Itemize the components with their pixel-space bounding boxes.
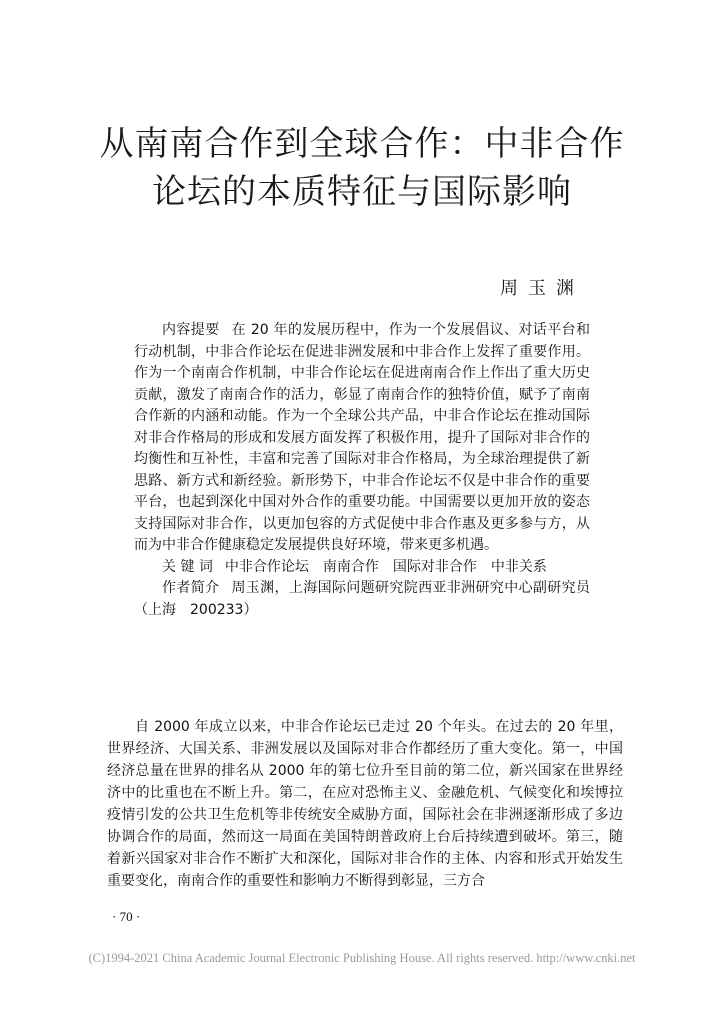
body-text: [107, 716, 623, 892]
keywords-label: 关 键 词: [162, 558, 213, 575]
author-name: 周玉渊: [500, 278, 584, 299]
author-bio-text: 周玉渊，上海国际问题研究院西亚非洲研究中心副研究员（上海 200233）: [134, 580, 591, 618]
keywords-line: [134, 557, 590, 579]
body-paragraph: 自 2000 年成立以来，中非合作论坛已走过 20 个年头。在过去的 20 年里，世界经济、大国关系、非洲发展以及国际对非合作都经历了重大变化。第一，中国经济总量在世界的排名从 2000 年的第七位升至目前的第二位，新兴国家在世界经济中的比重也在不断上升。第二，在应对恐怖主义、金融危机、气候变化和埃博拉疫情引发的公共卫生危机等非传统安全威胁方面，国际社会在非洲逐渐形成了多边协调合作的局面，然而这一局面在美国特朗普政府上台后持续遭到破坏。第三，随着新兴国家对非合作不断扩大和深化，国际对非合作的主体、内容和形式开始发生重要变化，南南合作的重要性和影响力不断得到彰显，三方合: [107, 719, 623, 889]
title-line-2: 论坛的本质特征与国际影响: [152, 172, 572, 212]
title-line-1: 从南南合作到全球合作：中非合作: [99, 124, 625, 164]
author-bio-paragraph: [134, 578, 590, 621]
keyword: 中非合作论坛: [224, 558, 309, 575]
page-number: · 70 ·: [112, 909, 141, 924]
copyright-footer: (C)1994-2021 China Academic Journal Electronic Publishing House. All rights reserved. http://www.cnki.net: [88, 951, 636, 965]
keyword: 国际对非合作: [392, 558, 477, 575]
abstract-paragraph: [134, 320, 590, 557]
keyword: 中非关系: [490, 558, 547, 575]
abstract-block: [134, 320, 590, 621]
abstract-text: 在 20 年的发展历程中，作为一个发展倡议、对话平台和行动机制，中非合作论坛在促进非洲发展和中非合作上发挥了重要作用。作为一个南南合作机制，中非合作论坛在促进南南合作上作出了重大历史贡献，激发了南南合作的活力，彰显了南南合作的独特价值，赋予了南南合作新的内涵和动能。作为一个全球公共产品，中非合作论坛在推动国际对非合作格局的形成和发展方面发挥了积极作用，提升了国际对非合作的均衡性和互补性，丰富和完善了国际对非合作格局，为全球治理提供了新思路、新方式和新经验。新形势下，中非合作论坛不仅是中非合作的重要平台，也起到深化中国对外合作的重要功能。中国需要以更加开放的姿态支持国际对非合作，以更加包容的方式促使中非合作惠及更多参与方，从而为中非合作健康稳定发展提供良好环境，带来更多机遇。: [134, 322, 591, 553]
abstract-label: 内容提要: [162, 322, 220, 338]
author-bio-label: 作者简介: [162, 580, 220, 596]
article-title: [0, 120, 724, 216]
keyword: 南南合作: [322, 558, 379, 575]
